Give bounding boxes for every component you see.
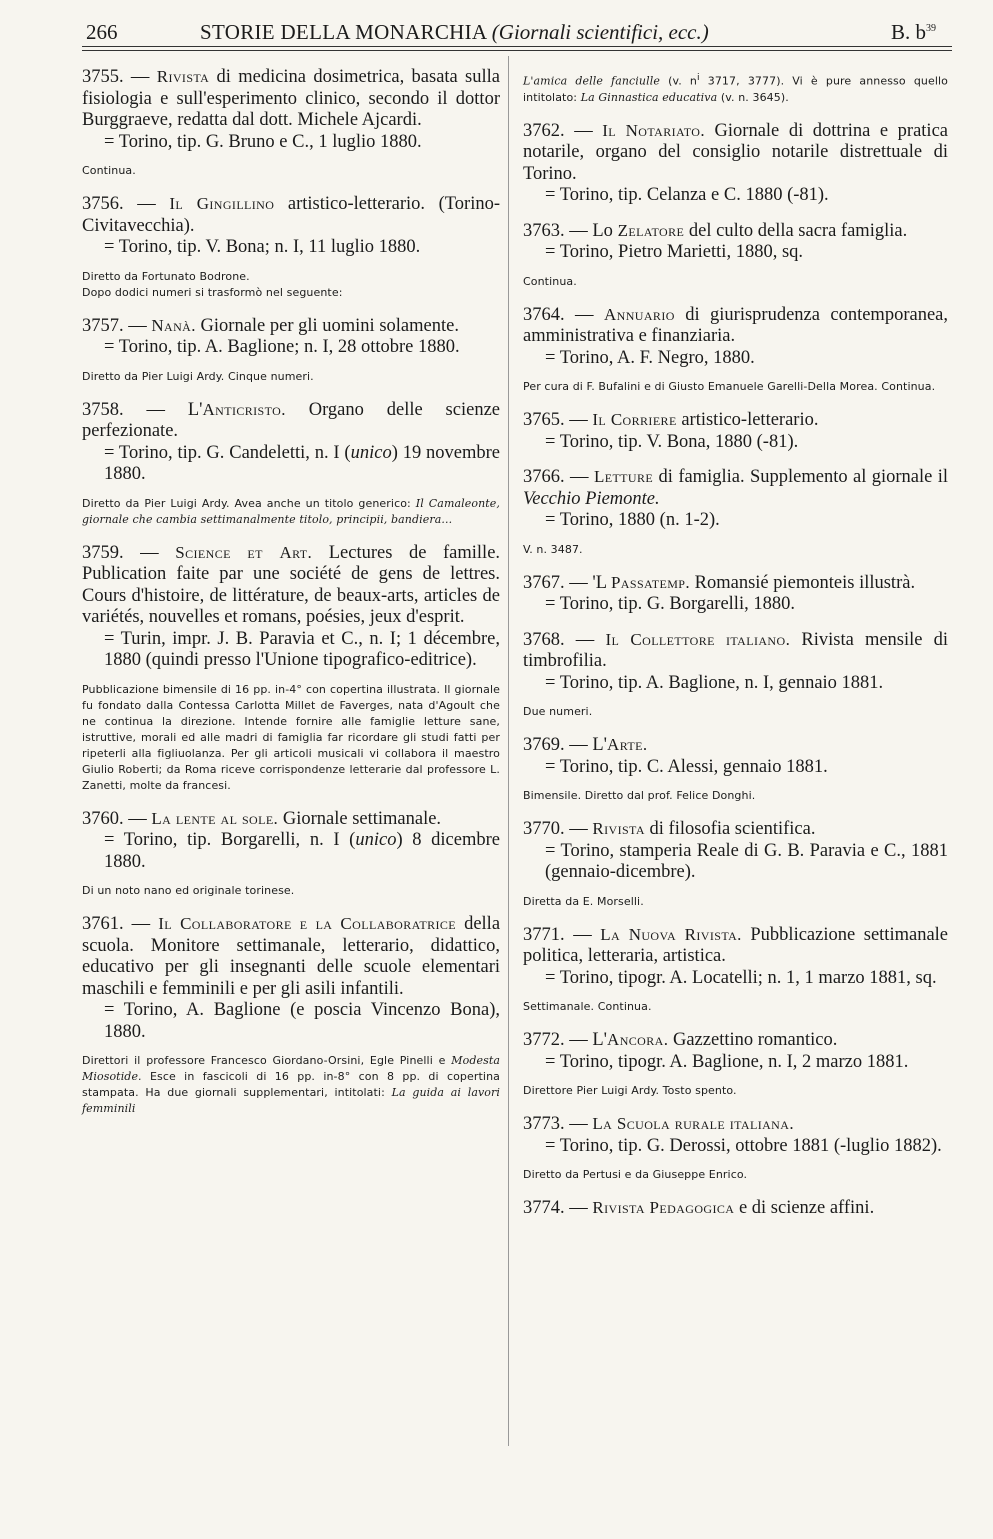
note-italic: La guida ai lavori femminili xyxy=(82,1086,500,1115)
entry-description: Lectures de famille. Publication faite par une société de gens de lettres. Cours d'histoire, de littérature, de beaux-arts, articles de variétés, nouvelles et romans, poésies, jeux d'esprit. xyxy=(82,542,501,627)
entry-title: Rivista xyxy=(156,67,210,86)
entry-title: Nanà. xyxy=(151,315,196,335)
entry-publication: = Torino, tip. V. Bona; n. I, 11 luglio 1880. xyxy=(104,237,421,257)
entry-number: 3768. — xyxy=(523,629,595,650)
entry-title: Rivista Pedagogica xyxy=(592,1198,735,1218)
entry-number: 3757. — xyxy=(82,315,147,336)
entry-heading xyxy=(82,542,500,629)
publication-italic: unico xyxy=(350,442,392,463)
entry-note xyxy=(82,496,500,528)
entry-number: 3766. — xyxy=(523,467,589,488)
entry-note: V. n. 3487. xyxy=(523,542,583,556)
entry-heading xyxy=(523,1197,948,1220)
entry-heading xyxy=(523,304,948,348)
entry-number: 3773. — xyxy=(523,1114,588,1135)
entry-description: di giurisprudenza contemporanea, amministrativa e finanziaria. xyxy=(523,304,948,347)
entry-note: Per cura di F. Bufalini e di Giusto Emanuele Garelli-Della Morea. Continua. xyxy=(523,380,936,394)
entry-description: di filosofia scientifica. xyxy=(649,819,816,840)
entry-description: di medicina dosimetrica, basata sulla fisiologia e sull'esperimento clinico, secondo il dottor Burggraeve, redatta dal dott. Michele Ajcardi. xyxy=(82,67,500,130)
entry-publication: = Torino, tip. G. Borgarelli, 1880. xyxy=(545,594,795,615)
entry-number: 3769. — L' xyxy=(523,735,608,756)
entry-number: 3774. — xyxy=(523,1198,588,1219)
entry-title: et xyxy=(247,542,263,562)
entry-title: Il Collettore italiano. xyxy=(605,629,791,649)
entry-heading xyxy=(523,220,948,243)
entry-description: di famiglia. Supplemento al giornale il xyxy=(658,467,949,488)
entry-description: artistico-letterario. xyxy=(681,410,819,431)
entry-description: Giornale settimanale. xyxy=(282,808,442,829)
entry-publication: = Torino, A. Baglione (e poscia Vincenzo Bona), 1880. xyxy=(104,1000,500,1042)
entry-publication: = Torino, tipogr. A. Baglione, n. I, 2 marzo 1881. xyxy=(545,1051,909,1072)
note-text: Diretto da Pier Luigi Ardy. Avea anche un titolo generico: xyxy=(82,496,411,510)
entry-heading xyxy=(523,466,948,510)
entry-publication: = Torino, tip. A. Baglione; n. I, 28 ottobre 1880. xyxy=(104,337,460,357)
entry-heading xyxy=(82,913,500,1000)
entry-publication: = Torino, Pietro Marietti, 1880, sq. xyxy=(545,242,804,263)
continued-note: L'amica delle fanciulle (v. $n^i$ 3717, 3777). Vi è pure annesso quello intitolato: La Ginnastica educativa (v. n. 3645). xyxy=(523,72,948,104)
publication-text: ) 19 novembre 1880. xyxy=(104,442,500,484)
entry-description: Pubblicazione settimanale politica, letteraria, artistica. xyxy=(523,924,948,967)
entry-title: Arte. xyxy=(607,735,648,755)
entry-heading xyxy=(82,193,500,237)
entry-3771 xyxy=(523,924,948,990)
entry-heading xyxy=(82,399,500,443)
note-line: Diretto da Fortunato Bodrone. xyxy=(82,269,250,283)
entry-description: della scuola. Monitore settimanale, letterario, didattico, educativo per gli insegnanti delle scuole elementari maschili e femminili e per gli asili infantili. xyxy=(82,914,501,999)
entry-title: Letture xyxy=(593,467,654,487)
entry-title: Annuario xyxy=(603,304,675,324)
entry-publication: = Torino, tip. V. Bona, 1880 (-81). xyxy=(545,431,799,452)
entry-heading xyxy=(523,572,948,595)
entry-heading xyxy=(523,818,948,841)
entry-heading xyxy=(523,409,948,432)
entry-description: artistico-letterario. (Torino-Civitavecchia). xyxy=(82,194,501,236)
entry-3769 xyxy=(523,734,948,778)
entry-number: 3758. — L' xyxy=(82,399,203,420)
entry-title: La lente al sole. xyxy=(151,808,279,828)
note-text: Esce in fascicoli di 16 pp. in-8° con 8 pp. di copertina stampata. Ha due giornali supplementari, intitolati: xyxy=(82,1070,500,1099)
entry-number: 3771. — xyxy=(523,924,592,945)
entry-title: Ancora. xyxy=(607,1030,669,1050)
note-italic: Modesta Miosotide. xyxy=(82,1054,500,1083)
left-column xyxy=(82,66,500,1131)
entry-publication: = Torino, tip. Celanza e C. 1880 (-81). xyxy=(545,185,829,206)
note-line: Dopo dodici numeri si trasformò nel seguente: xyxy=(82,285,343,299)
signature-mark xyxy=(891,20,936,45)
entry-title: La Scuola rurale italiana. xyxy=(592,1114,794,1134)
entry-number: 3772. — L' xyxy=(523,1030,608,1051)
header-rule-thin xyxy=(82,50,952,51)
entry-description: Giornale di dottrina e pratica notarile, organo del consiglio notarile distrettuale di Torino. xyxy=(523,120,948,184)
entry-publication: = Torino, tipogr. A. Locatelli; n. 1, 1 marzo 1881, sq. xyxy=(545,967,937,988)
entry-heading xyxy=(523,1029,948,1052)
entry-number: 3761. — xyxy=(82,914,151,934)
publication-text: = Torino, tip. Borgarelli, n. I ( xyxy=(104,830,356,850)
entry-number: 3770. — xyxy=(523,819,588,840)
entry-publication: = Torino, stamperia Reale di G. B. Paravia e C., 1881 (gennaio-dicembre). xyxy=(545,840,948,883)
entry-3765 xyxy=(523,409,948,453)
entry-3756 xyxy=(82,193,500,259)
entry-description: Gazzettino romantico. xyxy=(672,1030,838,1051)
entry-3773 xyxy=(523,1113,948,1157)
publication-italic: unico xyxy=(355,830,397,850)
entry-number: 3765. — xyxy=(523,410,588,431)
note-text: (v. n. 3645). xyxy=(720,90,789,104)
entry-title: Il Corriere xyxy=(592,410,677,430)
entry-title: Science xyxy=(175,542,231,562)
entry-note: Diretto da Pertusi e da Giuseppe Enrico. xyxy=(523,1168,748,1182)
entry-3761 xyxy=(82,913,500,1043)
entry-3770 xyxy=(523,818,948,884)
entry-3763 xyxy=(523,220,948,264)
entry-3762 xyxy=(523,120,948,207)
entry-heading xyxy=(82,808,500,831)
entry-title: Il Collaboratore e la Collaboratrice xyxy=(158,914,457,933)
entry-title: Il Notariato. xyxy=(602,120,705,140)
note-text: (v. n xyxy=(668,74,697,88)
entry-note: Diretta da E. Morselli. xyxy=(523,894,644,908)
entry-heading xyxy=(523,629,948,673)
entry-description: Romansié piemonteis illustrà. xyxy=(694,572,916,593)
entry-number: 3767. — 'L xyxy=(523,572,607,593)
entry-3755 xyxy=(82,66,500,153)
publication-text: = Torino, tip. G. Candeletti, n. I ( xyxy=(104,442,351,463)
entry-number: 3764. — xyxy=(523,304,594,325)
entry-note: Di un noto nano ed originale torinese. xyxy=(82,884,295,897)
entry-heading xyxy=(82,315,500,338)
entry-3768 xyxy=(523,629,948,695)
entry-3772 xyxy=(523,1029,948,1073)
entry-title: La Nuova Rivista. xyxy=(600,924,742,944)
entry-description: del culto della sacra famiglia. xyxy=(688,220,908,241)
entry-3767 xyxy=(523,572,948,616)
entry-note: Direttore Pier Luigi Ardy. Tosto spento. xyxy=(523,1084,737,1098)
entry-title: Passatemp. xyxy=(610,572,691,592)
entry-note: Due numeri. xyxy=(523,705,593,719)
note-italic: Il Camaleonte, giornale che cambia settimanalmente titolo, principii, bandiera... xyxy=(82,496,500,526)
running-header xyxy=(78,16,958,46)
entry-note: Settimanale. Continua. xyxy=(523,1000,652,1014)
entry-italic: Vecchio Piemonte. xyxy=(523,488,660,509)
entry-3757 xyxy=(82,315,500,359)
running-title-main: STORIE DELLA MONARCHIA xyxy=(200,20,487,44)
entry-heading xyxy=(523,120,948,186)
entry-3774 xyxy=(523,1197,948,1220)
entry-number: 3759. — xyxy=(82,542,159,563)
entry-publication xyxy=(82,830,500,873)
entry-note: Continua. xyxy=(82,164,136,177)
entry-number: 3755. — xyxy=(82,67,150,87)
entry-heading xyxy=(523,924,948,968)
note-text: 3717, 3777). Vi è pure annesso quello intitolato: xyxy=(523,74,948,104)
right-column xyxy=(523,66,948,1227)
entry-publication: = Torino, A. F. Negro, 1880. xyxy=(545,347,755,368)
entry-description: Giornale per gli uomini solamente. xyxy=(200,315,459,336)
entry-title: Rivista xyxy=(592,819,645,839)
entry-note xyxy=(82,1053,500,1117)
entry-publication: = Turin, impr. J. B. Paravia et C., n. I; 1 décembre, 1880 (quindi presso l'Unione tipografico-editrice). xyxy=(104,628,500,670)
entry-heading xyxy=(82,66,500,132)
entry-publication xyxy=(82,443,500,486)
entry-3764 xyxy=(523,304,948,370)
entry-note xyxy=(82,269,500,301)
page-number: 266 xyxy=(86,20,118,44)
entry-description: Rivista mensile di timbrofilia. xyxy=(523,629,949,672)
entry-publication: = Torino, tip. C. Alessi, gennaio 1881. xyxy=(545,756,828,777)
entry-number: 3762. — xyxy=(523,120,593,141)
entry-publication: = Torino, tip. G. Derossi, ottobre 1881 (-luglio 1882). xyxy=(545,1135,942,1156)
entry-note: Bimensile. Diretto dal prof. Felice Donghi. xyxy=(523,789,756,803)
entry-number: 3756. — xyxy=(82,194,156,214)
entry-heading xyxy=(523,734,948,757)
entry-3759 xyxy=(82,542,500,672)
entry-heading xyxy=(523,1113,948,1136)
signature-superscript: 39 xyxy=(926,23,936,34)
entry-number: 3763. — Lo xyxy=(523,220,613,241)
entry-note: Continua. xyxy=(523,274,577,288)
entry-publication: = Torino, 1880 (n. 1-2). xyxy=(545,510,720,531)
entry-note: Pubblicazione bimensile di 16 pp. in-4° con copertina illustrata. Il giornale fu fondato dalla Contessa Carlotta Millet de Faverges, nata d'Agoult che ne continua la direzione. Intende fornire alle famiglie letture sane, istruttive, morali ed alle madri di famiglia far ricordare gli studi fatti per ripeterli alla figliuolanza. Per gli articoli musicali vi collabora il maestro Giulio Roberti; da Roma riceve corrispondenze letterarie dal professore L. Zanetti, molte da francesi. xyxy=(82,682,500,792)
entry-description: e di scienze affini. xyxy=(738,1198,875,1219)
entry-3766 xyxy=(523,466,948,532)
note-italic: La Ginnastica educativa xyxy=(580,90,718,104)
entry-publication: = Torino, tip. A. Baglione, n. I, gennaio 1881. xyxy=(545,672,884,693)
entry-title: Art. xyxy=(279,542,313,562)
entry-description: Organo delle scienze perfezionate. xyxy=(82,399,500,441)
entry-3760 xyxy=(82,808,500,874)
header-rule xyxy=(82,46,952,47)
entry-3758 xyxy=(82,399,500,486)
entry-title: Zelatore xyxy=(617,220,685,240)
running-title-sub: (Giornali scientifici, ecc.) xyxy=(491,20,709,44)
note-italic: L'amica delle fanciulle xyxy=(523,74,660,88)
signature-letters: B. b xyxy=(890,20,926,44)
entry-note: Diretto da Pier Luigi Ardy. Cinque numeri. xyxy=(82,369,314,383)
entry-publication: = Torino, tip. G. Bruno e C., 1 luglio 1880. xyxy=(104,131,422,152)
column-divider xyxy=(508,56,509,1446)
entry-title: Anticristo. xyxy=(202,399,286,419)
running-title xyxy=(200,20,709,45)
entry-number: 3760. — xyxy=(82,808,147,829)
publication-text: ) 8 dicembre 1880. xyxy=(104,830,500,872)
note-text: Direttori il professore Francesco Giordano-Orsini, Egle Pinelli e xyxy=(82,1054,446,1067)
entry-title: Il Gingillino xyxy=(169,194,275,213)
